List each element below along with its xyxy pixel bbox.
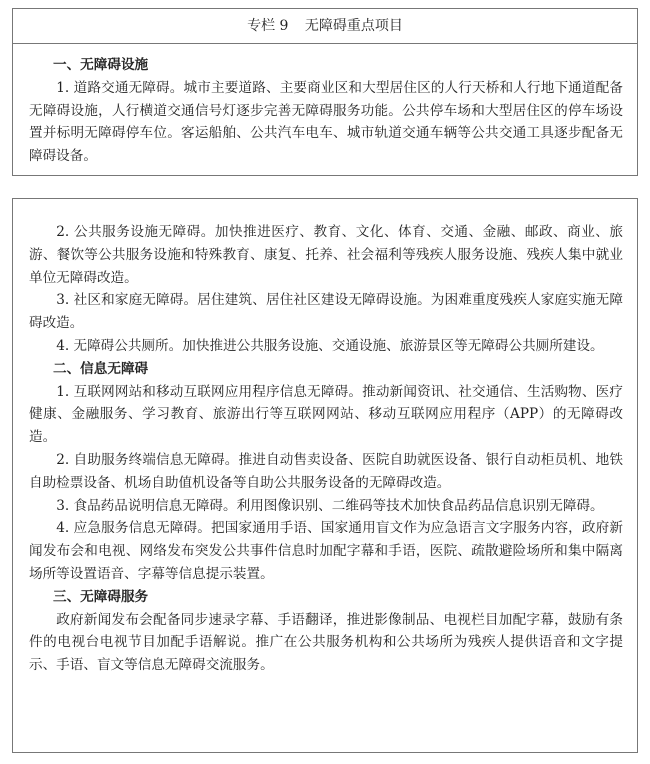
column-box-top — [12, 8, 638, 176]
column-number: 专栏 9 — [247, 18, 289, 34]
paragraph-emergency: 4. 应急服务信息无障碍。把国家通用手语、国家通用盲文作为应急语言文字服务内容，政府新闻发布会和电视、网络发布突发公共事件信息时加配字幕和手语，医院、疏散避险场所和集中隔离场所等设置语音、字幕等信息提示装置。 — [29, 520, 623, 582]
paragraph-community-home: 3. 社区和家庭无障碍。居住建筑、居住社区建设无障碍设施。为困难重度残疾人家庭实施无障碍改造。 — [29, 292, 623, 332]
column-content-top — [13, 44, 637, 168]
section-heading-facilities: 一、无障碍设施 — [53, 57, 149, 73]
paragraph-public-facilities: 2. 公共服务设施无障碍。加快推进医疗、教育、文化、体育、交通、金融、邮政、商业、旅游、餐饮等公共服务设施和特殊教育、康复、托养、社会福利等残疾人服务设施、残疾人集中就业单位无障碍改造。 — [29, 224, 623, 286]
column-title — [13, 9, 637, 44]
section-heading-services: 三、无障碍服务 — [53, 588, 149, 605]
paragraph-public-toilets: 4. 无障碍公共厕所。加快推进公共服务设施、交通设施、旅游景区等无障碍公共厕所建设。 — [56, 337, 604, 354]
paragraph-road-traffic: 1. 道路交通无障碍。城市主要道路、主要商业区和大型居住区的人行天桥和人行地下通道配备无障碍设施，人行横道交通信号灯逐步完善无障碍服务功能。公共停车场和大型居住区的停车场设置并标明无障碍停车位。客运船舶、公共汽车电车、城市轨道交通车辆等公共交通工具逐步配备无障碍设备。 — [29, 79, 623, 165]
paragraph-food-drug: 3. 食品药品说明信息无障碍。利用图像识别、二维码等技术加快食品药品信息识别无障碍。 — [56, 497, 604, 514]
paragraph-internet-apps: 1. 互联网网站和移动互联网应用程序信息无障碍。推动新闻资讯、社交通信、生活购物、医疗健康、金融服务、学习教育、旅游出行等互联网网站、移动互联网应用程序（APP）的无障碍改造。 — [29, 383, 623, 446]
column-title-text: 无障碍重点项目 — [304, 18, 403, 34]
paragraph-services: 政府新闻发布会配备同步速录字幕、手语翻译，推进影像制品、电视栏目加配字幕，鼓励有条件的电视台电视节目加配手语解说。推广在公共服务机构和公共场所为残疾人提供语音和文字提示、手语、盲文等信息无障碍交流服务。 — [29, 611, 623, 674]
section-heading-information: 二、信息无障碍 — [53, 360, 149, 377]
paragraph-self-service: 2. 自助服务终端信息无障碍。推进自动售卖设备、医院自助就医设备、银行自动柜员机、地铁自助检票设备、机场自助值机设备等自助公共服务设备的无障碍改造。 — [29, 451, 623, 491]
column-box-bottom — [12, 198, 638, 753]
column-content-bottom — [13, 199, 637, 677]
